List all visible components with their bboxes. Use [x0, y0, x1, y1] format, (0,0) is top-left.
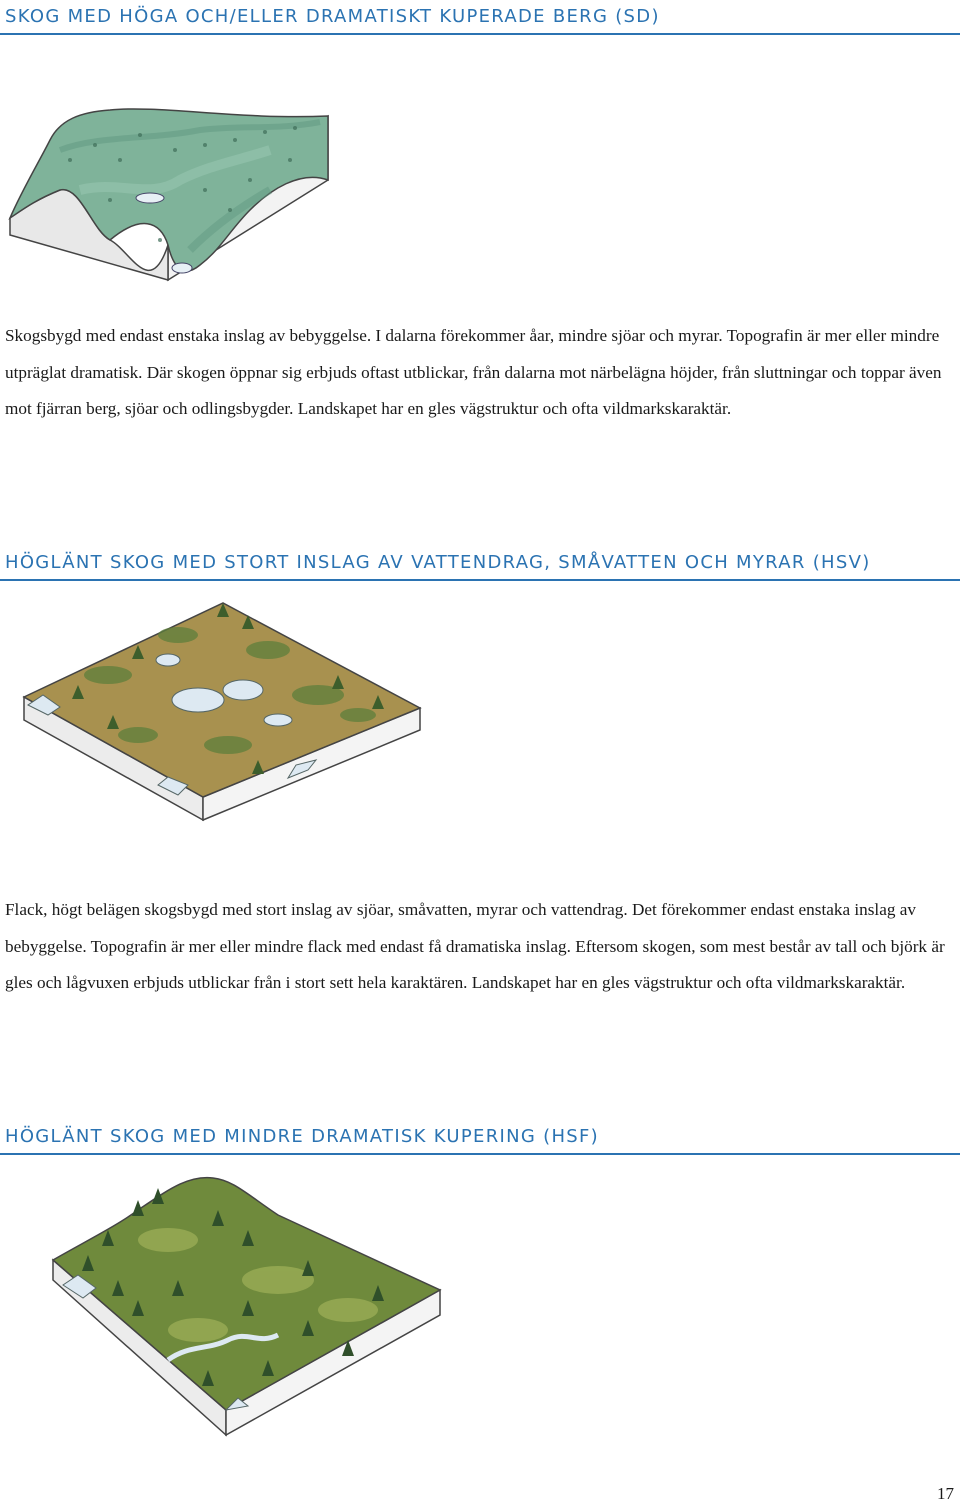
mountain-terrain-illustration — [0, 50, 340, 285]
page-number: 17 — [937, 1484, 954, 1503]
section-heading-hsf: HÖGLÄNT SKOG MED MINDRE DRAMATISK KUPERING (HSF) — [0, 1126, 960, 1155]
section-heading-hsv: HÖGLÄNT SKOG MED STORT INSLAG AV VATTENDRAG, SMÅVATTEN OCH MYRAR (HSV) — [0, 552, 960, 581]
section-text-hsv: Flack, högt belägen skogsbygd med stort inslag av sjöar, småvatten, myrar och vattendrag. Det förekommer endast enstaka inslag av bebyggelse. Topografin är mer eller mindre flack med endast få dramatiska inslag. Eftersom skogen, som mest består av tall och björk är gles och lågvuxen erbjuds utblickar från i stort sett hela karaktären. Landskapet har en gles vägstruktur och ofta vildmarkskaraktär. — [5, 900, 945, 992]
wetland-terrain-illustration — [18, 595, 428, 835]
hilly-forest-terrain-illustration — [48, 1170, 448, 1445]
section-heading-sd: SKOG MED HÖGA OCH/ELLER DRAMATISKT KUPERADE BERG (SD) — [0, 6, 960, 35]
section-text-sd: Skogsbygd med endast enstaka inslag av bebyggelse. I dalarna förekommer åar, mindre sjöar och myrar. Topografin är mer eller mindre utpräglat dramatisk. Där skogen öppnar sig erbjuds oftast utblickar, från dalarna mot närbelägna höjder, från sluttningar och toppar även mot fjärran berg, sjöar och odlingsbygder. Landskapet har en gles vägstruktur och ofta vildmarkskaraktär. — [5, 326, 942, 418]
